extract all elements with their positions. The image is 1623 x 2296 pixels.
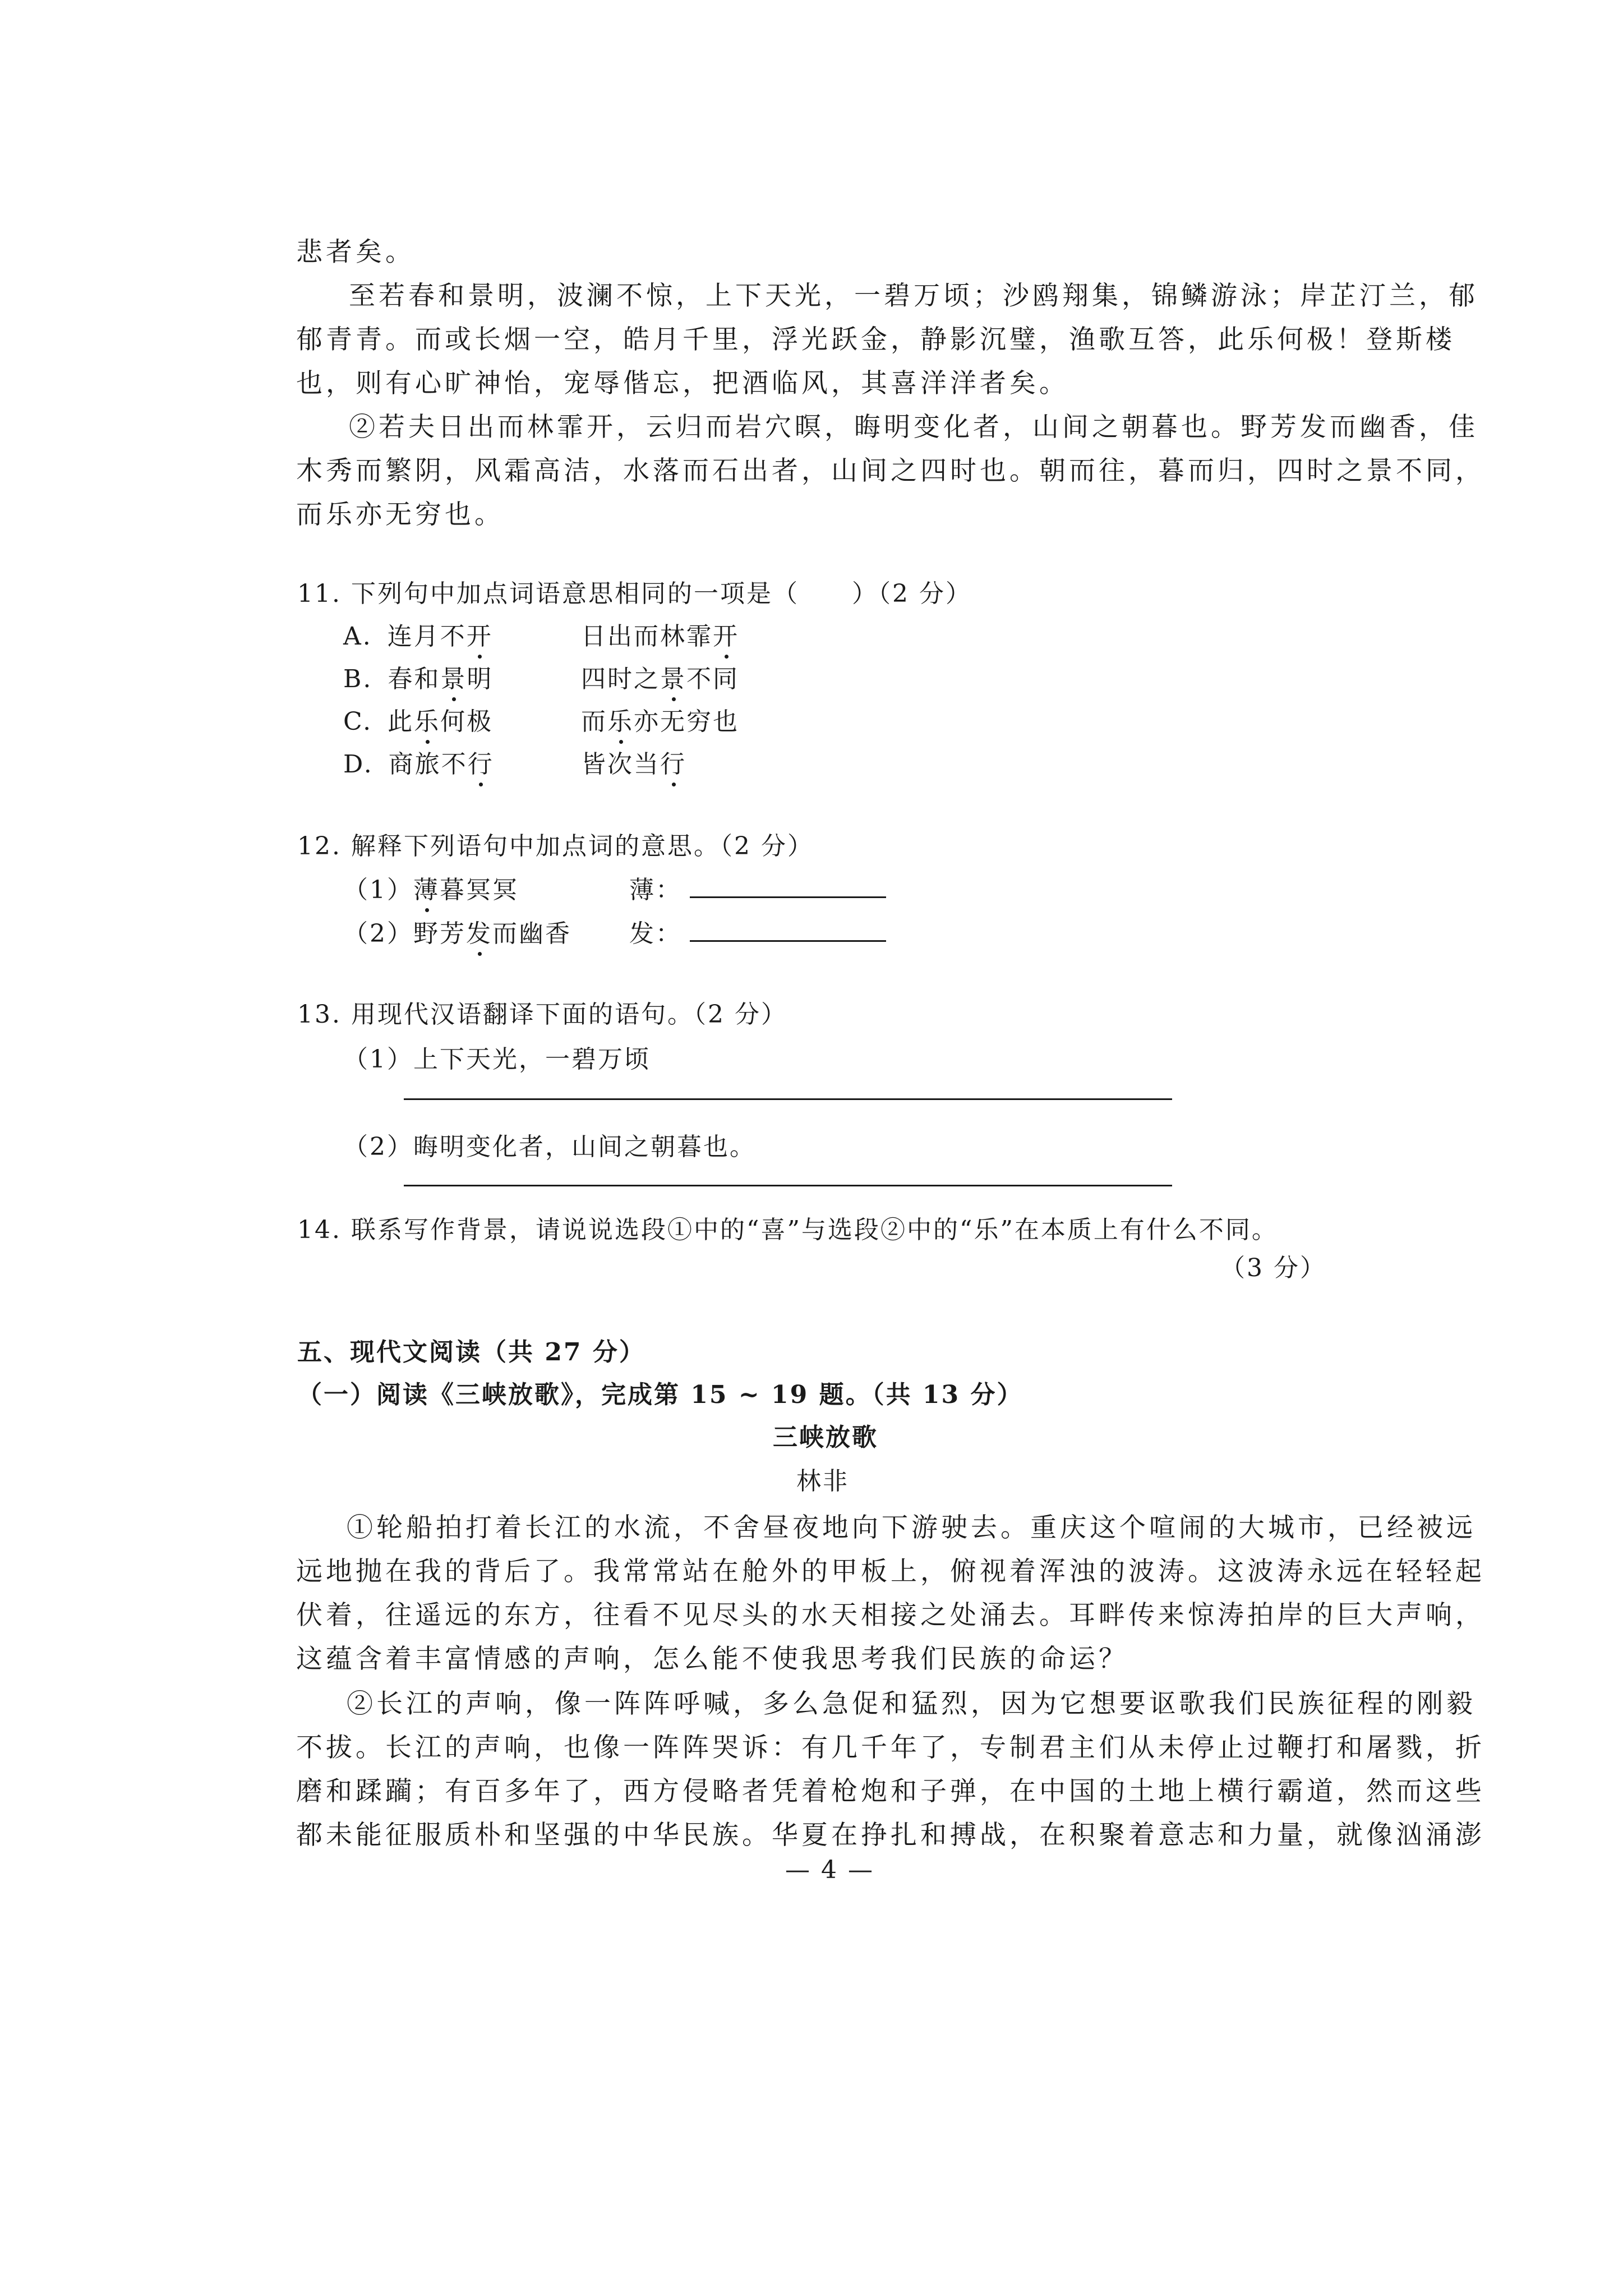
q12-item-1 (343, 869, 519, 905)
q11-option-c-right: 而乐亦无穷也 (581, 707, 739, 736)
question-12-stem: 12. 解释下列语句中加点词的意思。（2 分） (297, 832, 814, 861)
item-text: 晦明变化者，山间之朝暮也。 (413, 1133, 756, 1161)
q12-answer-1 (629, 869, 886, 905)
q11-option-a (343, 616, 493, 652)
q13-item-2 (343, 1126, 756, 1162)
passage-line-4: 也，则有心旷神怡，宠辱偕忘，把酒临风，其喜洋洋者矣。 (296, 368, 1069, 399)
article-line-7: 磨和蹂躏；有百多年了，西方侵略者凭着枪炮和子弹，在中国的土地上横行霸道，然而这些 (296, 1776, 1485, 1807)
article-line-4: 这蕴含着丰富情感的声响，怎么能不使我思考我们民族的命运？ (296, 1644, 1128, 1674)
passage-line-6: 木秀而繁阴，风霜高洁，水落而石出者，山间之四时也。朝而往，暮而归，四时之景不同， (296, 455, 1485, 486)
article-line-6: 不拔。长江的声响，也像一阵阵哭诉：有几千年了，专制君主们从未停止过鞭打和屠戮，折 (296, 1732, 1485, 1763)
answer-label: 发： (629, 919, 682, 948)
section-5-subtitle: （一）阅读《三峡放歌》，完成第 15 ~ 19 题。（共 13 分） (297, 1381, 1023, 1409)
option-left-phrase: 连月不开 (387, 622, 493, 651)
article-line-5: ②长江的声响，像一阵阵呼喊，多么急促和猛烈，因为它想要讴歌我们民族征程的刚毅 (347, 1688, 1476, 1719)
option-letter: C. (343, 707, 373, 736)
article-line-8: 都未能征服质朴和坚强的中华民族。华夏在挣扎和搏战，在积聚着意志和力量，就像汹涌澎 (296, 1820, 1485, 1851)
q11-option-d-right: 皆次当行 (581, 750, 686, 779)
option-left-phrase: 此乐何极 (388, 707, 494, 736)
article-line-3: 伏着，往遥远的东方，往看不见尽头的水天相接之处涌去。耳畔传来惊涛拍岸的巨大声响， (296, 1600, 1485, 1631)
option-letter: D. (343, 750, 374, 779)
question-13-stem: 13. 用现代汉语翻译下面的语句。（2 分） (297, 1000, 787, 1029)
question-14-stem: 14. 联系写作背景，请说说选段①中的“喜”与选段②中的“乐”在本质上有什么不同。 (297, 1216, 1278, 1244)
option-letter: B. (343, 665, 373, 693)
q12-answer-2 (629, 913, 886, 949)
q11-option-c (343, 701, 493, 737)
article-author: 林非 (796, 1467, 849, 1496)
item-number: （1） (343, 876, 413, 904)
q11-option-b (343, 659, 493, 694)
passage-line-7: 而乐亦无穷也。 (296, 499, 504, 530)
question-11-stem: 11. 下列句中加点词语意思相同的一项是（ ）（2 分） (297, 579, 972, 608)
article-line-1: ①轮船拍打着长江的水流，不舍昼夜地向下游驶去。重庆这个喧闹的大城市，已经被远 (347, 1512, 1476, 1543)
option-left-phrase: 春和景明 (388, 665, 494, 693)
article-line-2: 远地抛在我的背后了。我常常站在舱外的甲板上，俯视着浑浊的波涛。这波涛永远在轻轻起 (296, 1556, 1485, 1587)
item-phrase: 薄暮冥冥 (413, 876, 519, 904)
q13-answer-line-2[interactable] (404, 1185, 1172, 1186)
answer-blank[interactable] (690, 874, 886, 898)
answer-blank[interactable] (690, 918, 886, 942)
q13-answer-line-1[interactable] (404, 1098, 1172, 1100)
item-number: （2） (343, 919, 413, 948)
option-left-phrase: 商旅不行 (388, 750, 494, 779)
passage-line-1: 悲者矣。 (296, 237, 415, 268)
passage-line-2: 至若春和景明，波澜不惊，上下天光，一碧万顷；沙鸥翔集，锦鳞游泳；岸芷汀兰，郁 (349, 280, 1478, 311)
item-text: 上下天光，一碧万顷 (413, 1045, 651, 1074)
article-title: 三峡放歌 (773, 1423, 878, 1452)
passage-line-3: 郁青青。而或长烟一空，皓月千里，浮光跃金，静影沉璧，渔歌互答，此乐何极！登斯楼 (296, 324, 1455, 355)
item-number: （2） (343, 1133, 413, 1161)
section-5-title: 五、现代文阅读（共 27 分） (297, 1338, 645, 1366)
answer-label: 薄： (629, 876, 682, 904)
q11-option-b-right: 四时之景不同 (581, 665, 739, 693)
option-letter: A. (343, 622, 372, 651)
q11-option-a-right: 日出而林霏开 (581, 622, 739, 651)
item-number: （1） (343, 1045, 413, 1074)
passage-line-5: ②若夫日出而林霏开，云归而岩穴暝，晦明变化者，山间之朝暮也。野芳发而幽香，佳 (349, 412, 1478, 443)
q13-item-1 (343, 1039, 651, 1075)
page-number: — 4 — (785, 1856, 874, 1884)
q12-item-2 (343, 913, 571, 949)
item-phrase: 野芳发而幽香 (413, 919, 571, 948)
q11-option-d (343, 744, 494, 780)
question-14-score: （3 分） (1220, 1254, 1326, 1282)
